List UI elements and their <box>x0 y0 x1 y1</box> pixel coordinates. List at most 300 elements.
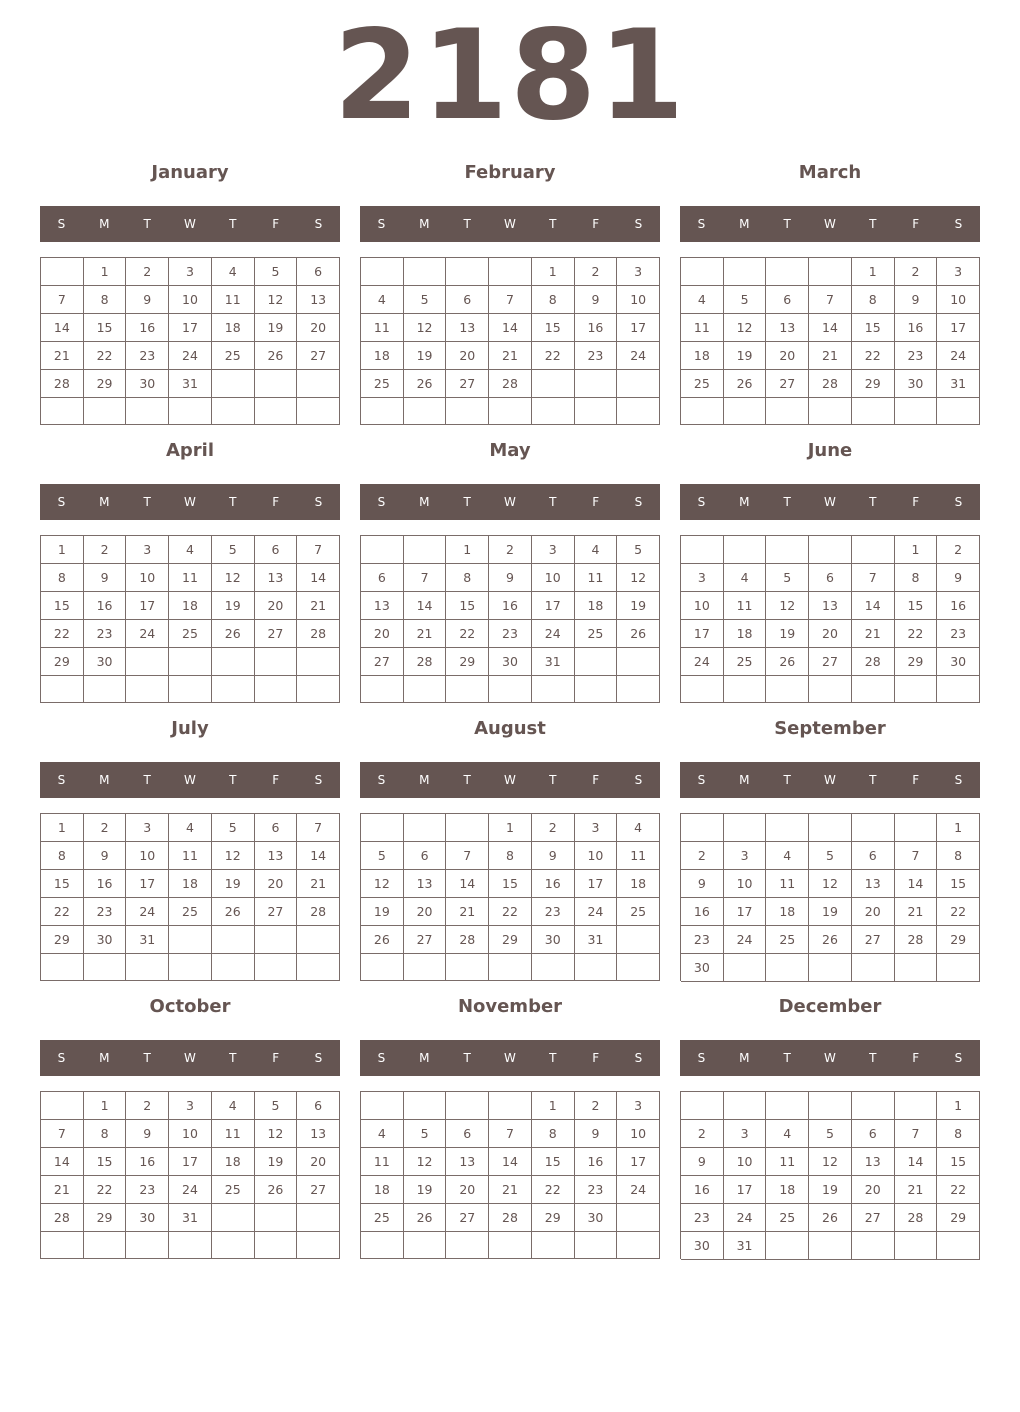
weekday-label: F <box>592 1051 600 1065</box>
day-cell: 22 <box>532 342 575 370</box>
day-cell: 24 <box>617 342 660 370</box>
weekday-label: T <box>549 773 557 787</box>
day-cell: 7 <box>297 814 340 842</box>
day-cell: 19 <box>724 342 767 370</box>
day-cell: 5 <box>361 842 404 870</box>
day-cell: 4 <box>361 1120 404 1148</box>
day-cell: 1 <box>532 258 575 286</box>
day-cell: 10 <box>724 1148 767 1176</box>
day-cell: 11 <box>766 1148 809 1176</box>
empty-day-cell <box>489 954 532 981</box>
day-grid <box>40 813 340 981</box>
empty-day-cell <box>766 814 809 842</box>
day-cell: 27 <box>446 1204 489 1232</box>
empty-day-cell <box>809 814 852 842</box>
day-cell: 17 <box>937 314 980 342</box>
day-cell: 31 <box>575 926 618 954</box>
day-cell: 10 <box>126 564 169 592</box>
weekday-label: S <box>377 1051 386 1065</box>
day-cell: 19 <box>809 898 852 926</box>
empty-day-cell <box>809 954 852 982</box>
day-cell: 19 <box>212 592 255 620</box>
day-cell: 8 <box>895 564 938 592</box>
day-cell: 3 <box>617 1092 660 1120</box>
weekday-label: M <box>739 1051 750 1065</box>
day-grid <box>680 535 980 703</box>
empty-day-cell <box>895 1232 938 1260</box>
empty-day-cell <box>724 1092 767 1120</box>
empty-day-cell <box>895 676 938 703</box>
empty-day-cell <box>41 1232 84 1259</box>
weekday-label: T <box>463 217 471 231</box>
day-cell: 15 <box>532 314 575 342</box>
empty-day-cell <box>446 676 489 703</box>
day-cell: 28 <box>489 370 532 398</box>
day-cell: 19 <box>255 1148 298 1176</box>
empty-day-cell <box>681 1092 724 1120</box>
weekday-header <box>360 1040 660 1076</box>
day-cell: 25 <box>766 926 809 954</box>
empty-day-cell <box>84 676 127 703</box>
empty-day-cell <box>169 926 212 954</box>
day-cell: 2 <box>532 814 575 842</box>
day-cell: 9 <box>489 564 532 592</box>
day-cell: 8 <box>532 1120 575 1148</box>
day-cell: 25 <box>361 1204 404 1232</box>
day-cell: 30 <box>681 954 724 982</box>
day-grid <box>680 257 980 425</box>
day-cell: 29 <box>937 1204 980 1232</box>
day-cell: 16 <box>575 1148 618 1176</box>
empty-day-cell <box>809 1092 852 1120</box>
day-cell: 21 <box>489 342 532 370</box>
day-cell: 7 <box>41 1120 84 1148</box>
day-cell: 10 <box>937 286 980 314</box>
day-cell: 29 <box>446 648 489 676</box>
day-cell: 26 <box>766 648 809 676</box>
empty-day-cell <box>446 1092 489 1120</box>
empty-day-cell <box>532 1232 575 1259</box>
empty-day-cell <box>489 258 532 286</box>
weekday-label: T <box>229 773 237 787</box>
day-cell: 27 <box>361 648 404 676</box>
day-cell: 3 <box>937 258 980 286</box>
day-cell: 4 <box>169 814 212 842</box>
empty-day-cell <box>617 648 660 676</box>
weekday-label: W <box>824 1051 836 1065</box>
empty-day-cell <box>681 398 724 425</box>
day-cell: 17 <box>169 1148 212 1176</box>
day-cell: 5 <box>766 564 809 592</box>
day-cell: 27 <box>297 342 340 370</box>
weekday-label: S <box>377 773 386 787</box>
empty-day-cell <box>404 1092 447 1120</box>
day-cell: 3 <box>575 814 618 842</box>
day-grid <box>360 257 660 425</box>
empty-day-cell <box>575 954 618 981</box>
day-cell: 13 <box>255 842 298 870</box>
day-cell: 5 <box>255 1092 298 1120</box>
day-cell: 24 <box>617 1176 660 1204</box>
weekday-label: S <box>954 217 963 231</box>
day-cell: 18 <box>169 592 212 620</box>
empty-day-cell <box>681 676 724 703</box>
weekday-label: T <box>869 217 877 231</box>
day-cell: 22 <box>937 898 980 926</box>
day-cell: 17 <box>681 620 724 648</box>
day-cell: 27 <box>297 1176 340 1204</box>
day-cell: 21 <box>41 342 84 370</box>
empty-day-cell <box>617 1204 660 1232</box>
day-cell: 30 <box>84 926 127 954</box>
day-cell: 31 <box>724 1232 767 1260</box>
weekday-label: W <box>504 217 516 231</box>
day-cell: 30 <box>489 648 532 676</box>
weekday-label: S <box>314 1051 323 1065</box>
day-cell: 28 <box>895 1204 938 1232</box>
day-cell: 14 <box>852 592 895 620</box>
day-cell: 16 <box>895 314 938 342</box>
empty-day-cell <box>255 648 298 676</box>
day-grid <box>360 813 660 981</box>
day-cell: 23 <box>937 620 980 648</box>
day-cell: 21 <box>404 620 447 648</box>
day-cell: 24 <box>724 926 767 954</box>
day-cell: 8 <box>852 286 895 314</box>
day-cell: 1 <box>532 1092 575 1120</box>
day-cell: 20 <box>766 342 809 370</box>
empty-day-cell <box>446 258 489 286</box>
day-cell: 22 <box>41 620 84 648</box>
day-cell: 2 <box>126 1092 169 1120</box>
empty-day-cell <box>852 1232 895 1260</box>
empty-day-cell <box>41 398 84 425</box>
day-cell: 4 <box>766 1120 809 1148</box>
day-cell: 16 <box>681 898 724 926</box>
day-cell: 6 <box>446 286 489 314</box>
day-cell: 1 <box>937 814 980 842</box>
day-cell: 8 <box>84 1120 127 1148</box>
weekday-header <box>40 484 340 520</box>
day-cell: 10 <box>532 564 575 592</box>
empty-day-cell <box>404 258 447 286</box>
weekday-label: S <box>314 217 323 231</box>
empty-day-cell <box>766 1232 809 1260</box>
day-cell: 9 <box>681 1148 724 1176</box>
weekday-label: M <box>739 773 750 787</box>
day-cell: 7 <box>489 1120 532 1148</box>
weekday-label: F <box>912 1051 920 1065</box>
day-cell: 27 <box>446 370 489 398</box>
day-cell: 20 <box>297 314 340 342</box>
day-cell: 29 <box>489 926 532 954</box>
weekday-label: S <box>697 1051 706 1065</box>
weekday-header <box>360 206 660 242</box>
day-cell: 21 <box>446 898 489 926</box>
day-cell: 10 <box>617 1120 660 1148</box>
day-cell: 12 <box>766 592 809 620</box>
month-title: January <box>151 162 229 183</box>
day-cell: 17 <box>724 1176 767 1204</box>
day-cell: 23 <box>681 926 724 954</box>
day-cell: 19 <box>404 342 447 370</box>
day-cell: 8 <box>489 842 532 870</box>
day-cell: 6 <box>404 842 447 870</box>
day-cell: 14 <box>895 1148 938 1176</box>
day-cell: 31 <box>126 926 169 954</box>
day-cell: 11 <box>724 592 767 620</box>
day-cell: 31 <box>532 648 575 676</box>
day-cell: 18 <box>681 342 724 370</box>
empty-day-cell <box>126 398 169 425</box>
day-cell: 8 <box>937 842 980 870</box>
empty-day-cell <box>404 676 447 703</box>
empty-day-cell <box>724 258 767 286</box>
weekday-label: S <box>57 217 66 231</box>
weekday-header <box>680 762 980 798</box>
weekday-label: S <box>954 773 963 787</box>
day-cell: 25 <box>575 620 618 648</box>
day-cell: 16 <box>126 1148 169 1176</box>
day-cell: 20 <box>446 342 489 370</box>
day-cell: 9 <box>895 286 938 314</box>
weekday-label: T <box>783 1051 791 1065</box>
weekday-label: S <box>634 1051 643 1065</box>
day-cell: 20 <box>255 592 298 620</box>
month-title: November <box>457 996 563 1017</box>
empty-day-cell <box>169 648 212 676</box>
weekday-label: T <box>783 773 791 787</box>
day-cell: 26 <box>361 926 404 954</box>
day-cell: 6 <box>297 258 340 286</box>
day-cell: 29 <box>532 1204 575 1232</box>
day-cell: 24 <box>169 342 212 370</box>
day-cell: 16 <box>575 314 618 342</box>
day-cell: 9 <box>681 870 724 898</box>
day-cell: 16 <box>84 870 127 898</box>
day-cell: 8 <box>41 842 84 870</box>
day-cell: 3 <box>532 536 575 564</box>
day-cell: 9 <box>84 842 127 870</box>
empty-day-cell <box>766 536 809 564</box>
day-cell: 18 <box>575 592 618 620</box>
day-cell: 5 <box>404 286 447 314</box>
day-cell: 18 <box>212 1148 255 1176</box>
day-cell: 12 <box>212 842 255 870</box>
empty-day-cell <box>404 1232 447 1259</box>
weekday-header <box>40 762 340 798</box>
day-cell: 14 <box>489 1148 532 1176</box>
day-cell: 25 <box>212 1176 255 1204</box>
day-cell: 5 <box>212 536 255 564</box>
weekday-label: F <box>912 217 920 231</box>
day-cell: 19 <box>617 592 660 620</box>
empty-day-cell <box>895 1092 938 1120</box>
day-cell: 25 <box>361 370 404 398</box>
empty-day-cell <box>361 398 404 425</box>
weekday-header <box>680 484 980 520</box>
empty-day-cell <box>766 258 809 286</box>
day-cell: 13 <box>255 564 298 592</box>
empty-day-cell <box>809 258 852 286</box>
day-cell: 1 <box>937 1092 980 1120</box>
day-cell: 23 <box>84 898 127 926</box>
day-cell: 18 <box>766 898 809 926</box>
day-cell: 20 <box>809 620 852 648</box>
day-cell: 21 <box>895 898 938 926</box>
day-cell: 21 <box>809 342 852 370</box>
weekday-label: M <box>419 217 430 231</box>
day-cell: 15 <box>852 314 895 342</box>
weekday-header <box>680 1040 980 1076</box>
empty-day-cell <box>575 676 618 703</box>
day-cell: 15 <box>84 314 127 342</box>
empty-day-cell <box>41 1092 84 1120</box>
day-cell: 28 <box>41 1204 84 1232</box>
day-cell: 3 <box>724 842 767 870</box>
weekday-label: S <box>954 495 963 509</box>
day-grid <box>360 1091 660 1259</box>
empty-day-cell <box>361 1232 404 1259</box>
empty-day-cell <box>255 1204 298 1232</box>
day-cell: 24 <box>532 620 575 648</box>
day-cell: 12 <box>255 286 298 314</box>
day-cell: 12 <box>404 1148 447 1176</box>
day-cell: 23 <box>84 620 127 648</box>
day-cell: 5 <box>809 1120 852 1148</box>
day-cell: 24 <box>575 898 618 926</box>
day-cell: 12 <box>361 870 404 898</box>
day-cell: 18 <box>724 620 767 648</box>
weekday-label: M <box>99 773 110 787</box>
day-cell: 15 <box>532 1148 575 1176</box>
day-cell: 14 <box>297 564 340 592</box>
empty-day-cell <box>255 370 298 398</box>
day-cell: 19 <box>255 314 298 342</box>
month-title: February <box>464 162 556 183</box>
day-cell: 13 <box>809 592 852 620</box>
empty-day-cell <box>937 1232 980 1260</box>
day-cell: 13 <box>446 1148 489 1176</box>
day-cell: 10 <box>169 286 212 314</box>
day-cell: 27 <box>766 370 809 398</box>
day-cell: 5 <box>212 814 255 842</box>
day-cell: 11 <box>617 842 660 870</box>
weekday-label: W <box>504 1051 516 1065</box>
day-cell: 15 <box>937 870 980 898</box>
day-cell: 20 <box>446 1176 489 1204</box>
day-cell: 2 <box>575 1092 618 1120</box>
empty-day-cell <box>41 954 84 981</box>
day-cell: 4 <box>724 564 767 592</box>
day-cell: 28 <box>297 898 340 926</box>
day-cell: 31 <box>937 370 980 398</box>
day-cell: 16 <box>937 592 980 620</box>
empty-day-cell <box>489 676 532 703</box>
day-cell: 21 <box>852 620 895 648</box>
day-cell: 14 <box>41 1148 84 1176</box>
day-cell: 9 <box>84 564 127 592</box>
day-cell: 21 <box>489 1176 532 1204</box>
day-cell: 13 <box>297 286 340 314</box>
day-cell: 5 <box>404 1120 447 1148</box>
weekday-label: T <box>463 773 471 787</box>
day-cell: 20 <box>852 898 895 926</box>
day-cell: 26 <box>255 342 298 370</box>
day-cell: 5 <box>617 536 660 564</box>
day-cell: 16 <box>84 592 127 620</box>
weekday-label: F <box>912 773 920 787</box>
empty-day-cell <box>575 1232 618 1259</box>
empty-day-cell <box>126 676 169 703</box>
day-cell: 9 <box>532 842 575 870</box>
day-cell: 24 <box>724 1204 767 1232</box>
empty-day-cell <box>126 648 169 676</box>
day-cell: 1 <box>895 536 938 564</box>
empty-day-cell <box>169 1232 212 1259</box>
day-cell: 11 <box>212 1120 255 1148</box>
day-cell: 6 <box>361 564 404 592</box>
empty-day-cell <box>297 926 340 954</box>
empty-day-cell <box>681 258 724 286</box>
weekday-label: W <box>824 773 836 787</box>
day-cell: 26 <box>212 898 255 926</box>
day-cell: 30 <box>681 1232 724 1260</box>
day-cell: 17 <box>126 870 169 898</box>
day-cell: 11 <box>361 1148 404 1176</box>
empty-day-cell <box>255 954 298 981</box>
day-cell: 14 <box>404 592 447 620</box>
day-cell: 6 <box>766 286 809 314</box>
weekday-label: W <box>184 773 196 787</box>
weekday-label: M <box>739 217 750 231</box>
day-cell: 9 <box>575 1120 618 1148</box>
month-title: August <box>474 718 546 739</box>
empty-day-cell <box>766 676 809 703</box>
day-cell: 13 <box>852 870 895 898</box>
weekday-label: F <box>272 1051 280 1065</box>
empty-day-cell <box>297 370 340 398</box>
weekday-label: T <box>143 773 151 787</box>
day-cell: 11 <box>575 564 618 592</box>
empty-day-cell <box>404 954 447 981</box>
empty-day-cell <box>446 398 489 425</box>
day-cell: 15 <box>937 1148 980 1176</box>
day-cell: 2 <box>84 536 127 564</box>
weekday-label: T <box>143 217 151 231</box>
day-cell: 3 <box>169 258 212 286</box>
day-cell: 23 <box>575 342 618 370</box>
weekday-label: W <box>184 495 196 509</box>
empty-day-cell <box>41 676 84 703</box>
day-cell: 2 <box>575 258 618 286</box>
day-cell: 19 <box>212 870 255 898</box>
weekday-label: S <box>57 495 66 509</box>
day-grid <box>40 257 340 425</box>
empty-day-cell <box>852 1092 895 1120</box>
empty-day-cell <box>681 536 724 564</box>
day-cell: 5 <box>255 258 298 286</box>
day-cell: 4 <box>169 536 212 564</box>
empty-day-cell <box>84 398 127 425</box>
day-cell: 18 <box>617 870 660 898</box>
day-cell: 2 <box>937 536 980 564</box>
day-cell: 2 <box>681 1120 724 1148</box>
month-title: October <box>149 996 231 1017</box>
day-cell: 12 <box>809 1148 852 1176</box>
weekday-header <box>40 1040 340 1076</box>
weekday-label: T <box>549 495 557 509</box>
